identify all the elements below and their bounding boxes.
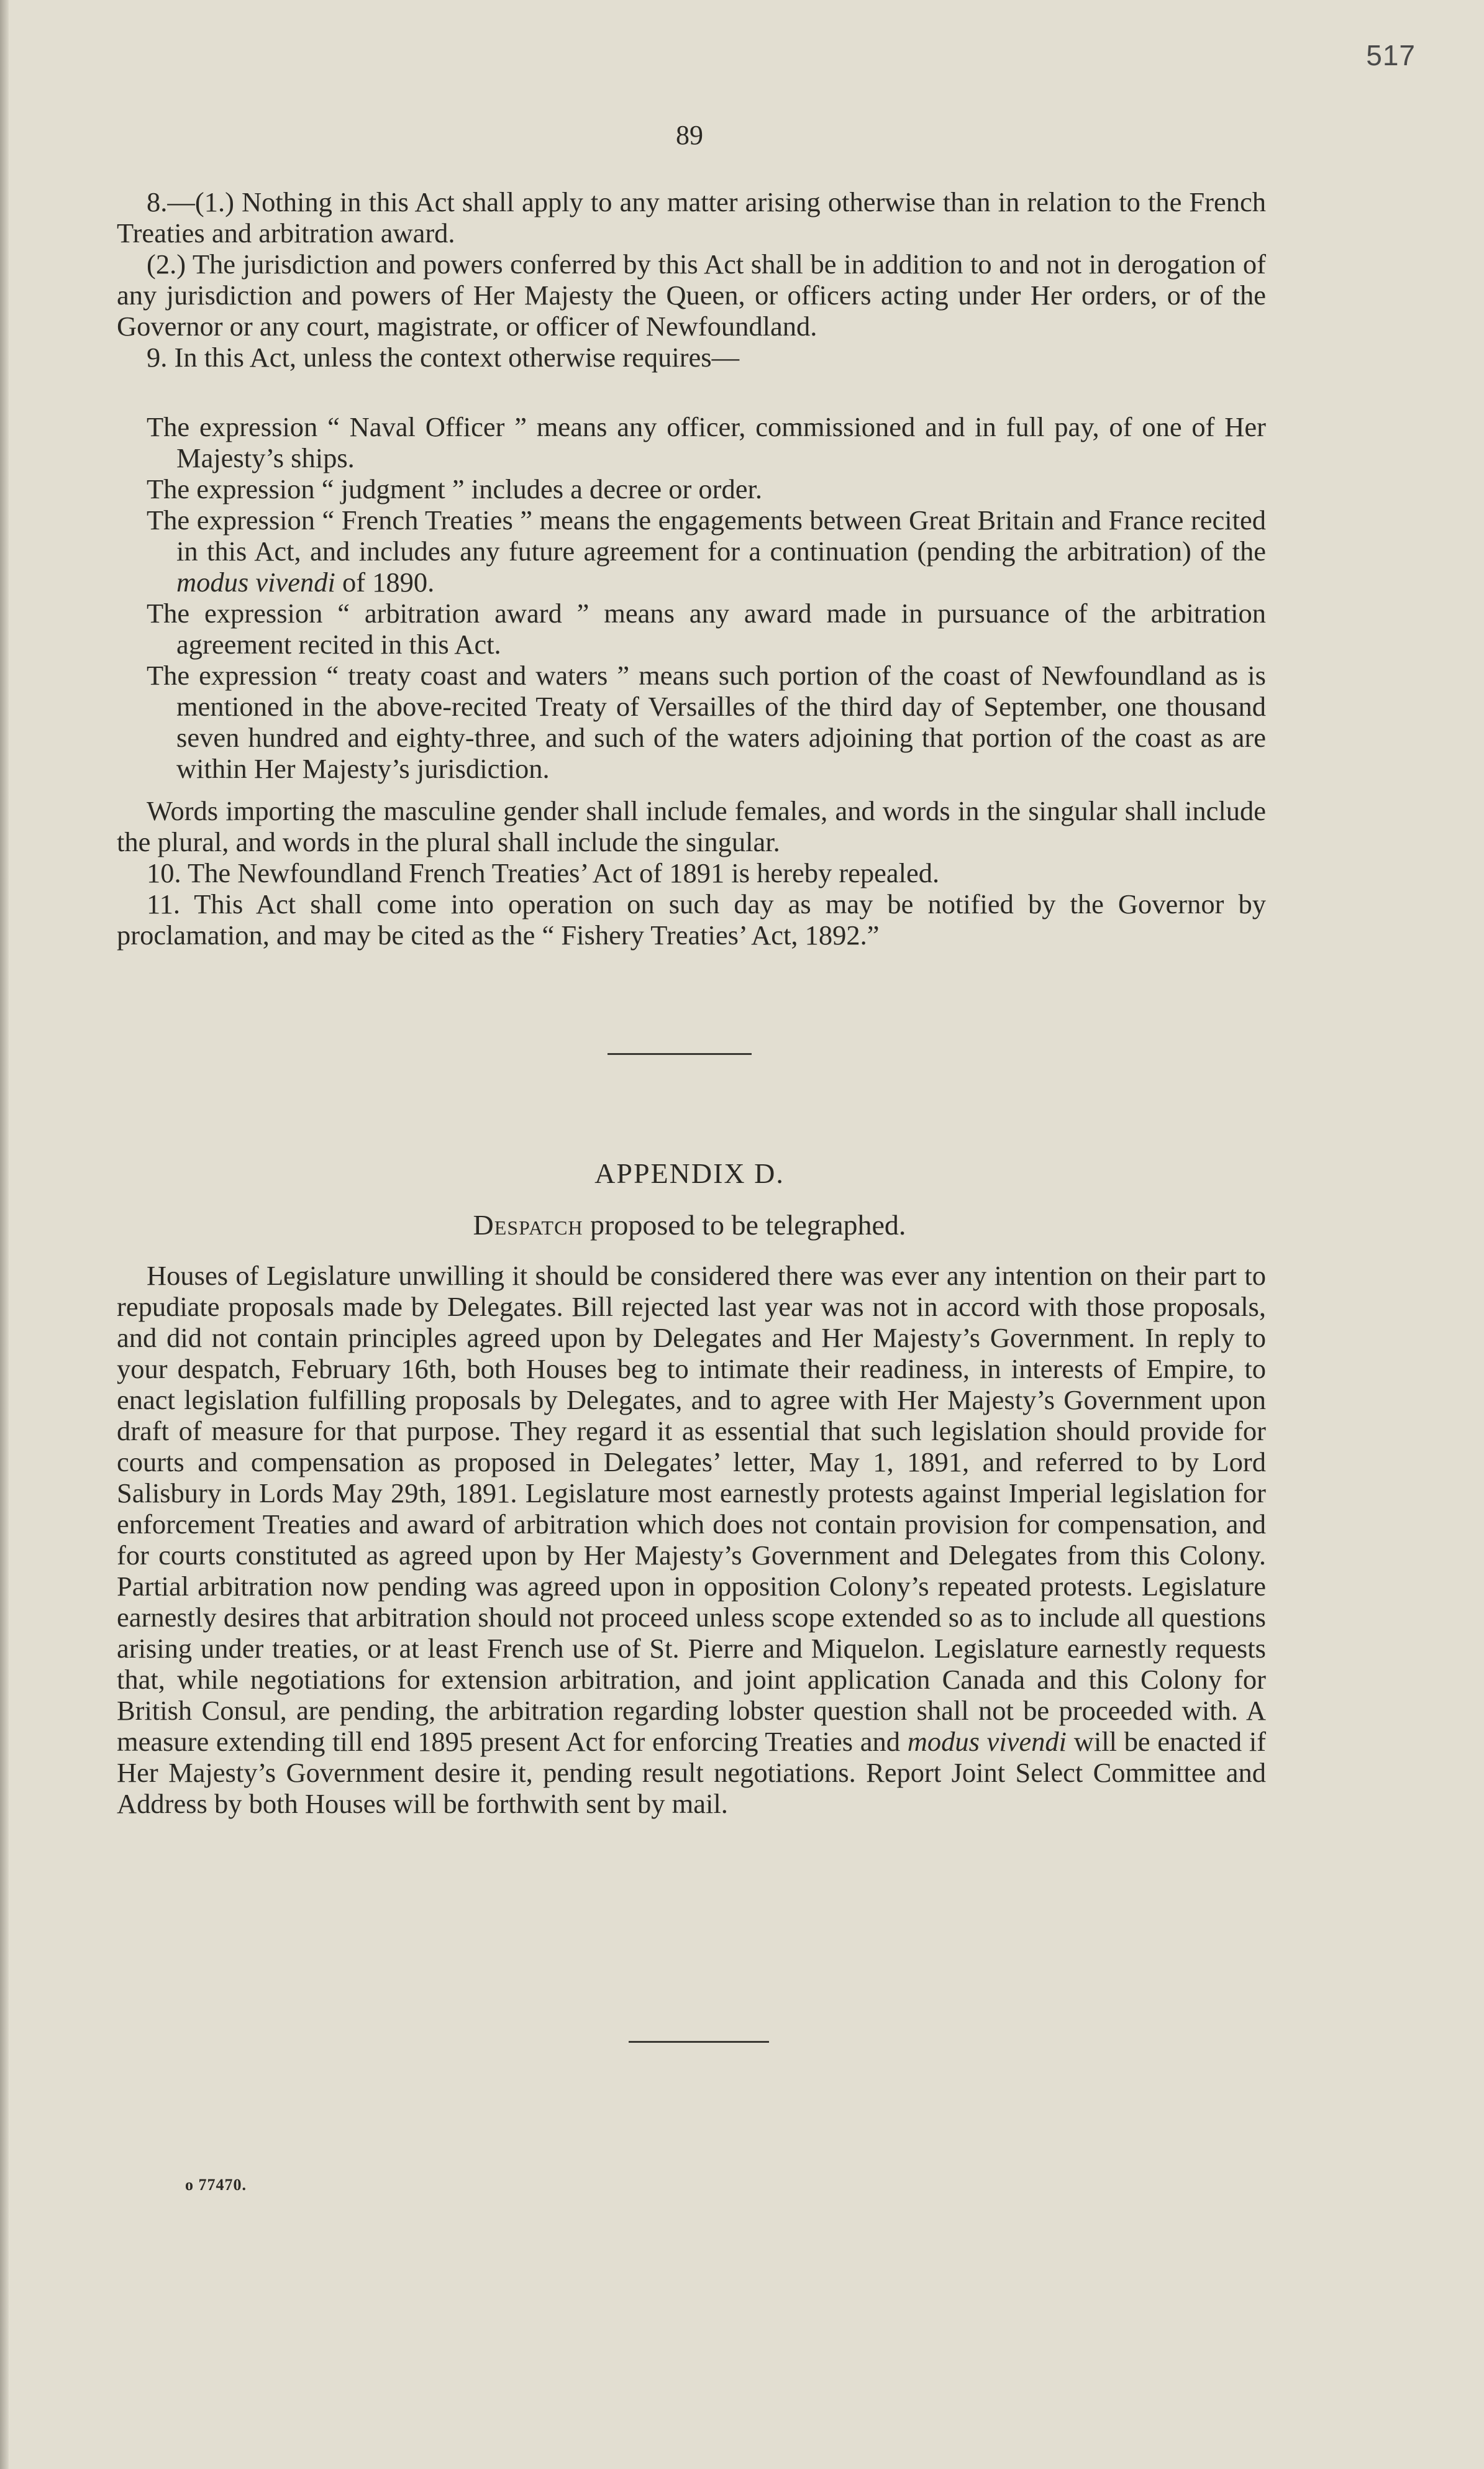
- modus-vivendi-italic: modus vivendi: [176, 567, 335, 598]
- definition-french-treaties-text: The expression “ French Treaties ” means the engagements between Great Britain and France recited in this Act, and includes any future agreement for a continuation (pending the arbitration) of the: [147, 504, 1266, 567]
- definition-french-treaties: [147, 504, 1266, 598]
- page-number: 89: [676, 120, 703, 150]
- modus-vivendi-italic-2: modus vivendi: [907, 1726, 1067, 1757]
- folio-number: 517: [1366, 39, 1416, 71]
- end-divider-rule: [629, 2041, 769, 2043]
- despatch-paragraph: [117, 1260, 1266, 1819]
- section-divider-rule: [608, 1053, 752, 1055]
- despatch-body: [117, 1260, 1266, 1819]
- appendix-title: APPENDIX D.: [594, 1157, 785, 1189]
- despatch-text: Houses of Legislature unwilling it should be considered there was ever any intention on their part to repudiate proposals made by Delegates. Bill rejected last year was not in accord with those proposals, and did not contain principles agreed upon by Delegates and Her Majesty’s Government. In reply to your despatch, February 16th, both Houses beg to intimate their readiness, in interests of Empire, to enact legislation fulfilling proposals by Delegates, and to agree with Her Majesty’s Government upon draft of measure for that purpose. They regard it as essential that such legislation should provide for courts and compensation as proposed in Delegates’ letter, May 1, 1891, and referred to by Lord Salisbury in Lords May 29th, 1891. Legislature most earnestly protests against Imperial legislation for enforcement Treaties and award of arbitration which does not contain provision for compensation, and for courts constituted as agreed upon by Her Majesty’s Government and Delegates from this Colony. Partial arbitration now pending was agreed upon in opposition Colony’s repeated protests. Legislature earnestly desires that arbitration should not proceed unless scope extended so as to include all questions arising under treaties, or at least French use of St. Pierre and Miquelon. Legislature earnestly requests that, while negotiations for extension arbitration, and joint application Canada and this Colony for British Consul, are pending, the arbitration regarding lobster question shall not be proceeded with. A measure extending till end 1895 present Act for enforcing Treaties and: [117, 1260, 1266, 1757]
- paragraph-11: 11. This Act shall come into operation on such day as may be notified by the Governor by proclamation, and may be cited as the “ Fishery Treaties’ Act, 1892.”: [117, 888, 1266, 951]
- paragraph-8-2: (2.) The jurisdiction and powers conferred by this Act shall be in addition to and not in derogation of any jurisdiction and powers of Her Majesty the Queen, or officers acting under Her orders, or of the Governor or any court, magistrate, or officer of Newfoundland.: [117, 249, 1266, 342]
- definition-naval-officer: The expression “ Naval Officer ” means any officer, commissioned and in full pay, of one of Her Majesty’s ships.: [147, 411, 1266, 473]
- paragraph-9: 9. In this Act, unless the context otherwise requires—: [147, 342, 740, 373]
- closing-provisions: [117, 795, 1266, 951]
- definition-arbitration-award: The expression “ arbitration award ” means any award made in pursuance of the arbitration agreement recited in this Act.: [147, 598, 1266, 660]
- paragraph-8-1: 8.—(1.) Nothing in this Act shall apply to any matter arising otherwise than in relation to the French Treaties and arbitration award.: [117, 186, 1266, 249]
- definition-judgment: The expression “ judgment ” includes a decree or order.: [147, 473, 762, 504]
- definition-french-treaties-end: of 1890.: [335, 567, 435, 598]
- print-code: o 77470.: [185, 2176, 247, 2194]
- paragraph-10: 10. The Newfoundland French Treaties’ Act of 1891 is hereby repealed.: [147, 857, 940, 888]
- definition-treaty-coast: The expression “ treaty coast and waters ” means such portion of the coast of Newfoundland as is mentioned in the above-recited Treaty of Versailles of the third day of September, one thousand seven hundred and eighty-three, and such of the waters adjoining that portion of the coast as are within Her Majesty’s jurisdiction.: [147, 660, 1266, 784]
- despatch-small-caps: Despatch: [473, 1209, 583, 1241]
- despatch-text-end: will be enacted if Her Majesty’s Government desire it, pending result negotiations. Report Joint Select Committee and Address by both Houses will be forthwith sent by mail.: [117, 1726, 1267, 1819]
- definitions-list: [117, 411, 1266, 784]
- section-8: [117, 186, 1266, 373]
- paragraph-gender: Words importing the masculine gender shall include females, and words in the singular shall include the plural, and words in the plural shall include the singular.: [117, 795, 1266, 857]
- subtitle-rest: proposed to be telegraphed.: [583, 1209, 906, 1241]
- appendix-subtitle: [0, 1208, 1379, 1241]
